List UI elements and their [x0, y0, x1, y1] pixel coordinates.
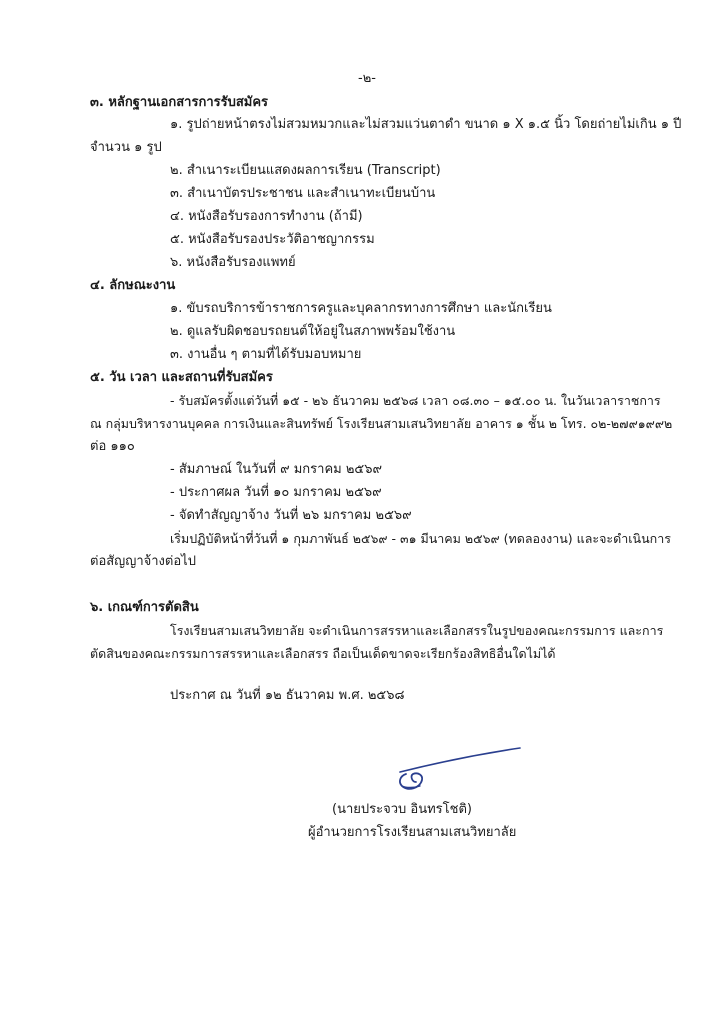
- section5-line3: ต่อ ๑๑๐: [90, 439, 135, 454]
- section3-item3: ๓. สำเนาบัตรประชาชน และสำเนาทะเบียนบ้าน: [170, 186, 436, 201]
- section5-start-line1: เริ่มปฏิบัติหน้าที่วันที่ ๑ กุมภาพันธ์ ๒๕๖๙ - ๓๑ มีนาคม ๒๕๖๙ (ทดลองงาน) และจะดำเนินการ: [170, 531, 671, 546]
- section4-item2: ๒. ดูแลรับผิดชอบรถยนต์ให้อยู่ในสภาพพร้อมใช้งาน: [170, 324, 456, 339]
- section3-item1-line1: ๑. รูปถ่ายหน้าตรงไม่สวมหมวกและไม่สวมแว่นตาดำ ขนาด ๑ X ๑.๕ นิ้ว โดยถ่ายไม่เกิน ๑ ปี: [170, 117, 682, 132]
- page-number: -๒-: [358, 71, 376, 86]
- signer-title: ผู้อำนวยการโรงเรียนสามเสนวิทยาลัย: [308, 825, 517, 840]
- section5-interview: - สัมภาษณ์ ในวันที่ ๙ มกราคม ๒๕๖๙: [170, 462, 383, 477]
- section5-heading: ๕. วัน เวลา และสถานที่รับสมัคร: [90, 370, 273, 385]
- section5-line2: ณ กลุ่มบริหารงานบุคคล การเงินและสินทรัพย์ โรงเรียนสามเสนวิทยาลัย อาคาร ๑ ชั้น ๒ โทร. ๐๒-๒๗๙๑๙๙๒: [90, 416, 673, 431]
- announcement-date: ประกาศ ณ วันที่ ๑๒ ธันวาคม พ.ศ. ๒๕๖๘: [170, 688, 405, 703]
- section5-announce: - ประกาศผล วันที่ ๑๐ มกราคม ๒๕๖๙: [170, 485, 382, 500]
- signer-name: (นายประจวบ อินทรโชติ): [332, 802, 472, 817]
- section4-item1: ๑. ขับรถบริการข้าราชการครูและบุคลากรทางการศึกษา และนักเรียน: [170, 301, 552, 316]
- section3-item2: ๒. สำเนาระเบียนแสดงผลการเรียน (Transcript): [170, 163, 441, 178]
- section4-heading: ๔. ลักษณะงาน: [90, 278, 176, 293]
- section4-item3: ๓. งานอื่น ๆ ตามที่ได้รับมอบหมาย: [170, 347, 362, 362]
- section3-item5: ๕. หนังสือรับรองประวัติอาชญากรรม: [170, 232, 375, 247]
- section3-item1-line2: จำนวน ๑ รูป: [90, 140, 162, 155]
- section6-heading: ๖. เกณฑ์การตัดสิน: [90, 600, 199, 615]
- section6-line2: ตัดสินของคณะกรรมการสรรหาและเลือกสรร ถือเป็นเด็ดขาดจะเรียกร้องสิทธิอื่นใดไม่ได้: [90, 646, 556, 661]
- section5-start-line2: ต่อสัญญาจ้างต่อไป: [90, 554, 196, 569]
- section3-item6: ๖. หนังสือรับรองแพทย์: [170, 255, 296, 270]
- section3-item4: ๔. หนังสือรับรองการทำงาน (ถ้ามี): [170, 209, 363, 224]
- signature-image: [380, 742, 530, 802]
- section3-heading: ๓. หลักฐานเอกสารการรับสมัคร: [90, 95, 269, 110]
- section5-line1: - รับสมัครตั้งแต่วันที่ ๑๕ - ๒๖ ธันวาคม ๒๕๖๘ เวลา ๐๘.๓๐ – ๑๕.๐๐ น. ในวันเวลาราชการ: [170, 393, 661, 408]
- section6-line1: โรงเรียนสามเสนวิทยาลัย จะดำเนินการสรรหาและเลือกสรรในรูปของคณะกรรมการ และการ: [170, 623, 664, 638]
- section5-contract: - จัดทำสัญญาจ้าง วันที่ ๒๖ มกราคม ๒๕๖๙: [170, 508, 412, 523]
